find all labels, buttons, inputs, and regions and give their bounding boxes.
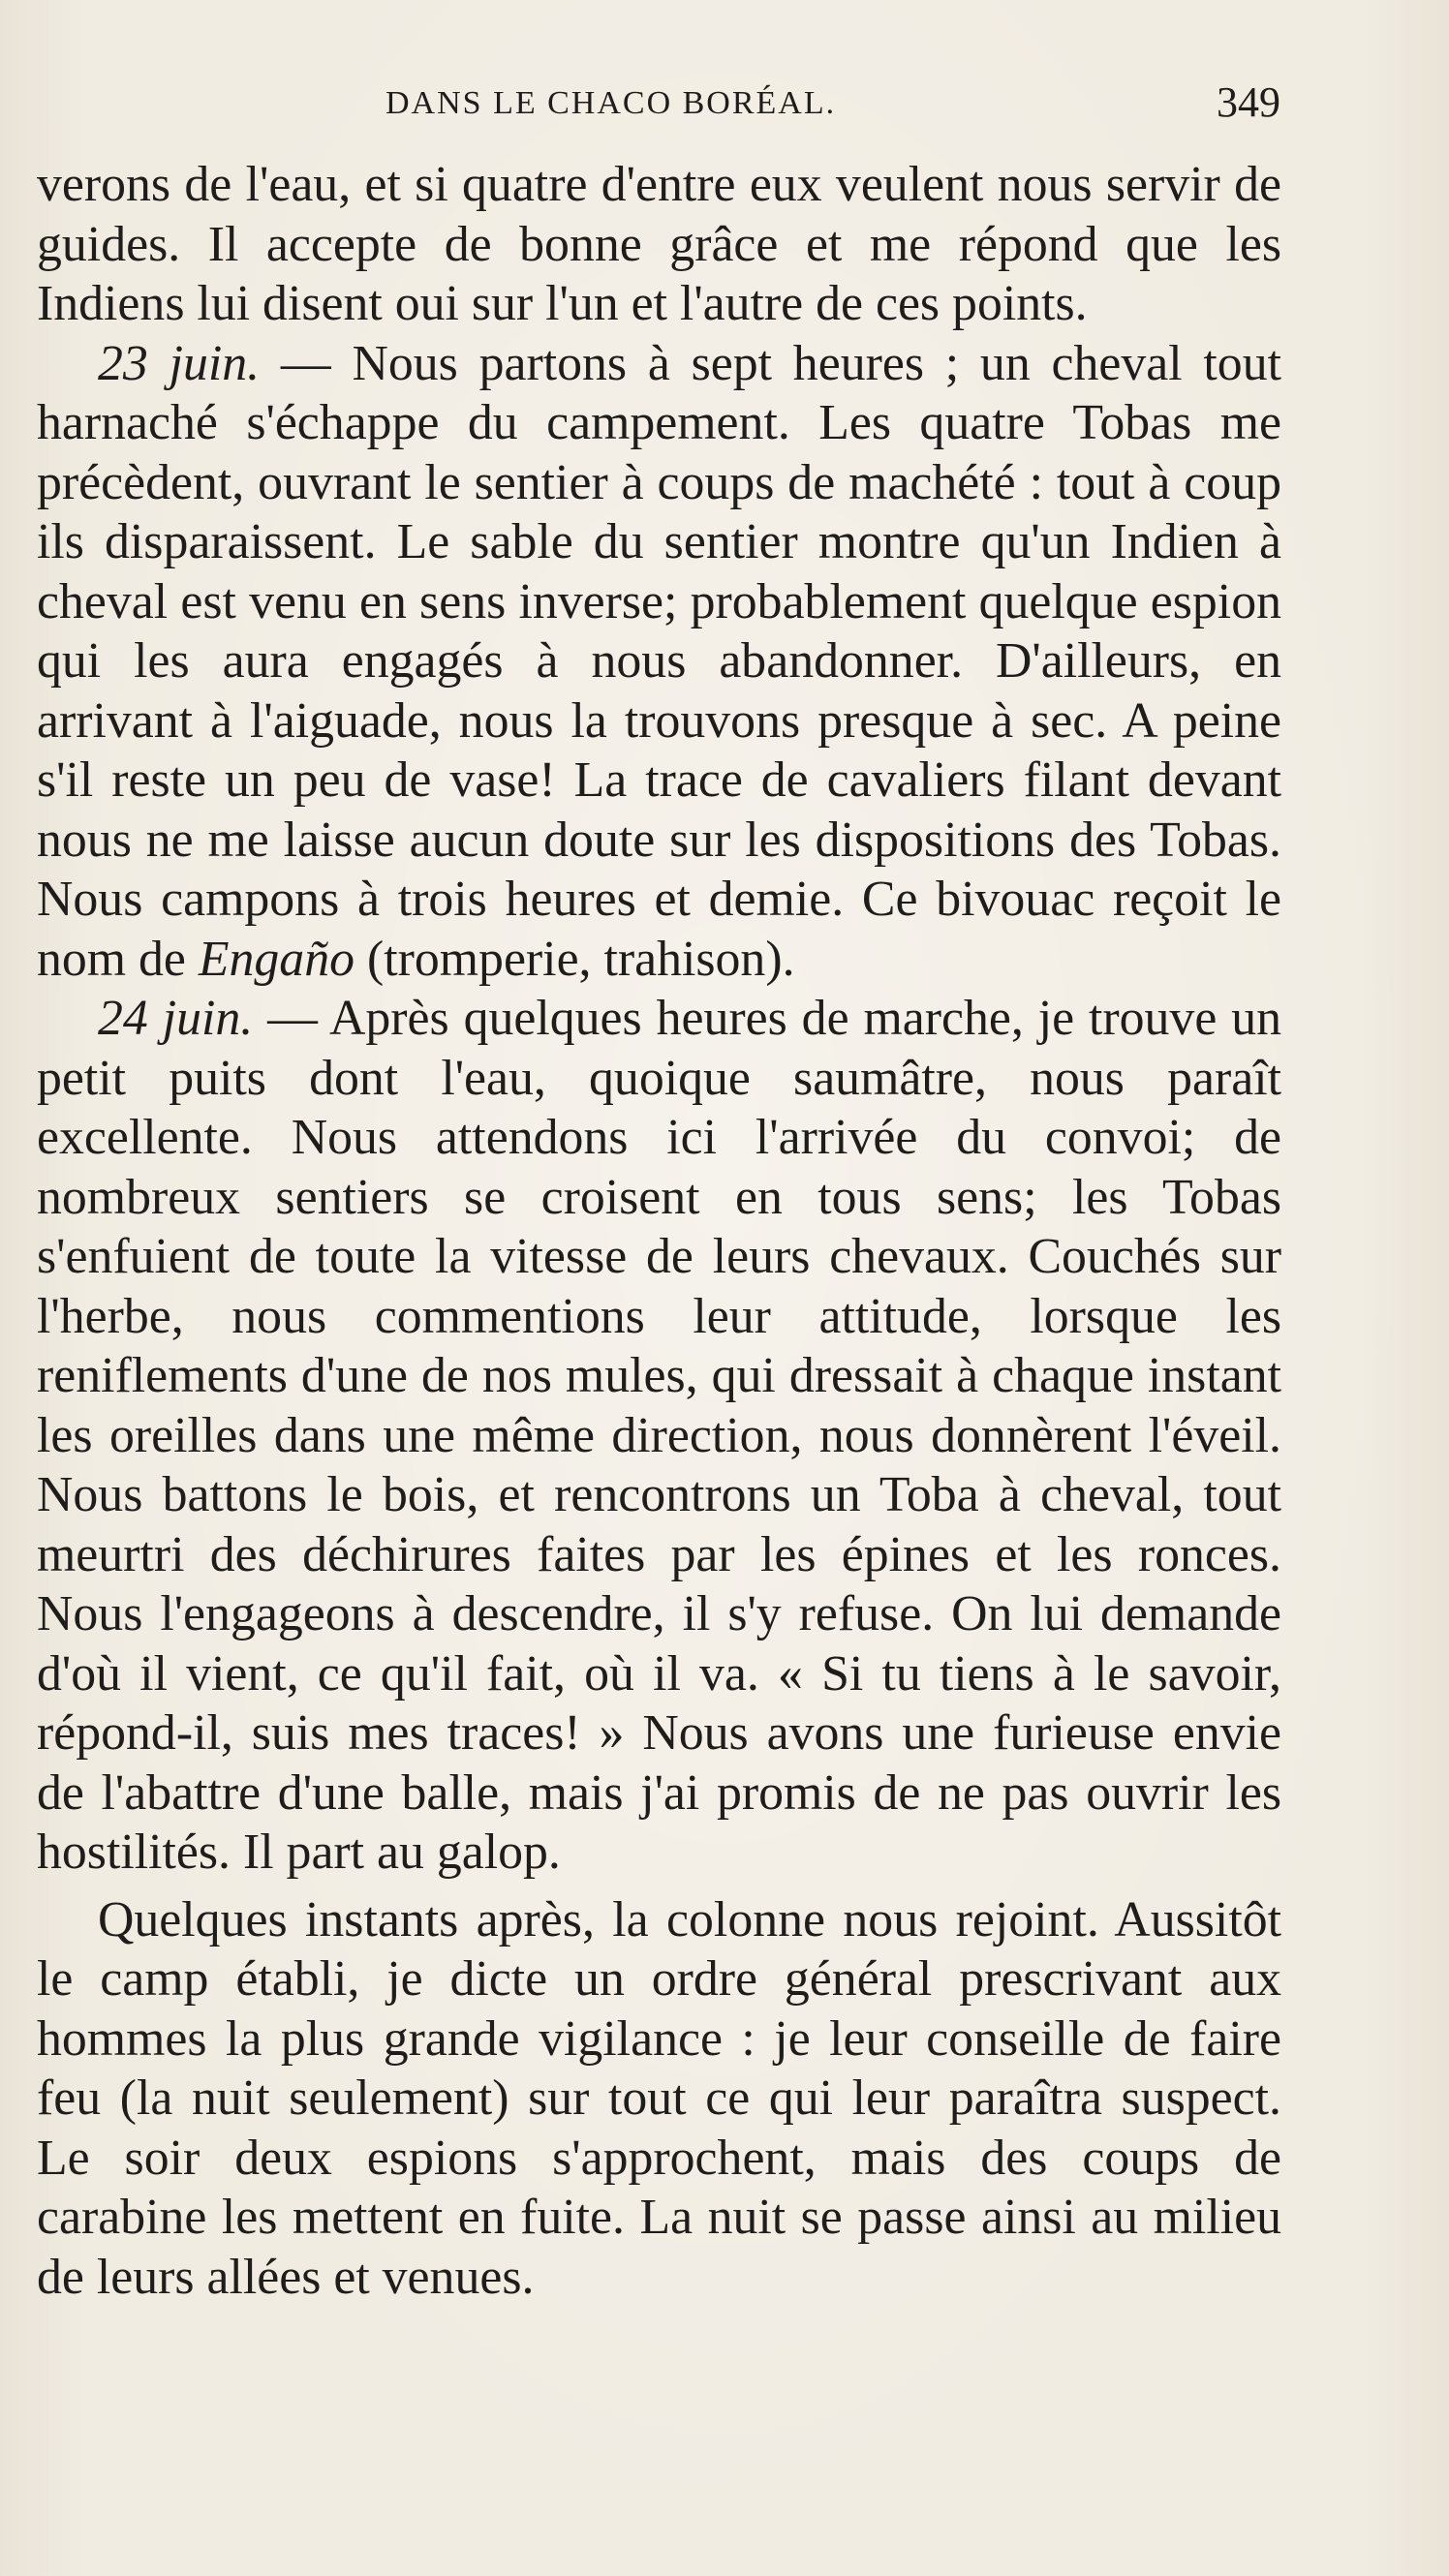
page-number: 349 (1217, 78, 1280, 126)
paragraph-text: verons de l'eau, et si quatre d'entre eux veulent nous servir de guides. Il accepte de bonne grâce et me répond que les Indiens lui disent oui sur l'un et l'autre de ces points. (37, 157, 1281, 331)
place-name: Engaño (198, 931, 355, 987)
paragraph-continuation (37, 155, 1281, 334)
paragraph-june-24 (37, 989, 1281, 1883)
paragraph-text: — Nous partons à sept heures ; un cheval tout harnaché s'échappe du campement. Les quatre Tobas me précèdent, ouvrant le sentier à coups de machété : tout à coup ils disparaissent. Le sable du sentier montre qu'un Indien à cheval est venu en sens inverse; probablement quelque espion qui les aura engagés à nous abandonner. D'ailleurs, en arrivant à l'aiguade, nous la trouvons presque à sec. A peine s'il reste un peu de vase! La trace de cavaliers filant devant nous ne me laisse aucun doute sur les dispositions des Tobas. Nous campons à trois heures et demie. Ce bivouac reçoit le nom de (37, 335, 1281, 987)
body-text (37, 155, 1281, 2307)
entry-date: 24 juin. (98, 991, 254, 1046)
paragraph-june-23 (37, 334, 1281, 990)
paragraph-text: — Après quelques heures de marche, je trouve un petit puits dont l'eau, quoique saumâtre, nous paraît excellente. Nous attendons ici l'arrivée du convoi; de nombreux sentiers se croisent en tous sens; les Tobas s'enfuient de toute la vitesse de leurs chevaux. Couchés sur l'herbe, nous commentions leur attitude, lorsque les reniflements d'une de nos mules, qui dressait à chaque instant les oreilles dans une même direction, nous donnèrent l'éveil. Nous battons le bois, et rencontrons un Toba à cheval, tout meurtri des déchirures faites par les épines et les ronces. Nous l'engageons à descendre, il s'y refuse. On lui demande d'où il vient, ce qu'il fait, où il va. « Si tu tiens à le savoir, répond-il, suis mes traces! » Nous avons une furieuse envie de l'abattre d'une balle, mais j'ai promis de ne pas ouvrir les hostilités. Il part au galop. (37, 991, 1282, 1880)
paragraph-final (37, 1890, 1281, 2308)
running-title: DANS LE CHACO BORÉAL. (385, 85, 837, 121)
entry-date: 23 juin. (98, 335, 261, 391)
paragraph-text: Quelques instants après, la colonne nous rejoint. Aussitôt le camp établi, je dicte un ordre général prescrivant aux hommes la plus grande vigilance : je leur conseille de faire feu (la nuit seulement) sur tout ce qui leur paraîtra suspect. Le soir deux espions s'approchent, mais des coups de carabine les mettent en fuite. La nuit se passe ainsi au milieu de leurs allées et venues. (37, 1891, 1281, 2305)
running-head (37, 77, 1280, 136)
paragraph-text: (tromperie, trahison). (355, 931, 795, 987)
